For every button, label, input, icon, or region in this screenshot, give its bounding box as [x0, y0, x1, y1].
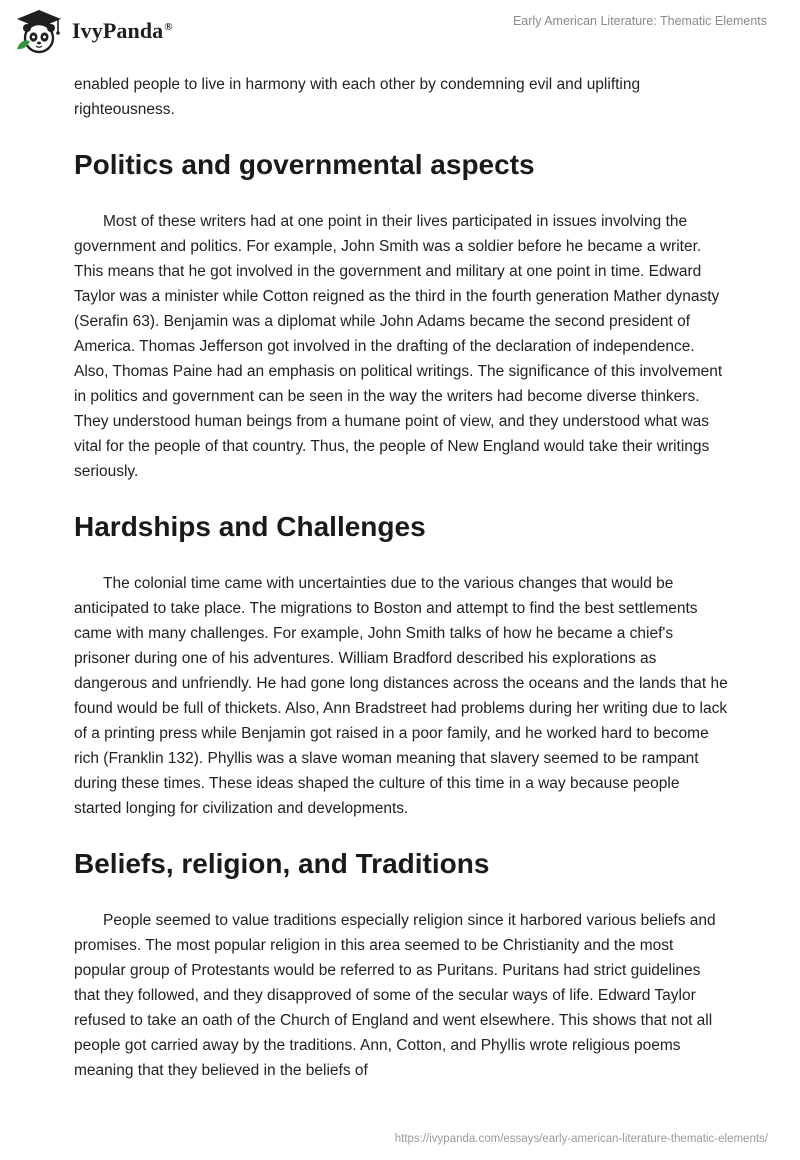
- spacer: [74, 182, 728, 209]
- section-heading-hardships: Hardships and Challenges: [74, 511, 426, 542]
- registered-mark: ®: [164, 20, 173, 33]
- spacer: [74, 881, 728, 908]
- document-title: Early American Literature: Thematic Elements: [512, 14, 767, 28]
- article-body: [74, 72, 728, 1083]
- ivypanda-logo[interactable]: [14, 8, 173, 54]
- page-header: [0, 0, 800, 60]
- section-paragraph-beliefs: People seemed to value traditions especially religion since it harbored various beliefs and promises. The most popular religion in this area seemed to be Christianity and the most popular group of Protestants would be referred to as Puritans. Puritans had strict guidelines that they followed, and they disapproved of some of the secular ways of life. Edward Taylor refused to take an oath of the Church of England and went elsewhere. This shows that not all people got carried away by the traditions. Ann, Cotton, and Phyllis wrote religious poems meaning that they believed in the beliefs of: [74, 912, 716, 1079]
- spacer: [74, 821, 728, 847]
- intro-paragraph: enabled people to live in harmony with each other by condemning evil and uplifting righteousness.: [74, 76, 641, 118]
- section-paragraph-politics: Most of these writers had at one point in their lives participated in issues involving the government and politics. For example, John Smith was a soldier before he became a writer. This means that he got involved in the government and military at one point in time. Edward Taylor was a minister while Cotton reigned as the third in the fourth generation Mather dynasty (Serafin 63). Benjamin was a diplomat while John Adams became the second president of America. Thomas Jefferson got involved in the drafting of the declaration of independence. Also, Thomas Paine had an emphasis on political writings. The significance of this involvement in politics and government can be seen in the way the writers had become diverse thinkers. They understood human beings from a humane point of view, and they understood what was vital for the people of that country. Thus, the people of New England would take their writings seriously.: [74, 213, 723, 480]
- logo-text: IvyPanda®: [72, 18, 173, 43]
- spacer: [74, 484, 728, 510]
- section-heading-politics: Politics and governmental aspects: [74, 149, 535, 180]
- spacer: [74, 122, 728, 148]
- panda-graduate-icon: [14, 8, 64, 54]
- source-url[interactable]: https://ivypanda.com/essays/early-american-literature-thematic-elements/: [394, 1133, 768, 1145]
- spacer: [74, 544, 728, 571]
- section-heading-beliefs: Beliefs, religion, and Traditions: [74, 848, 490, 879]
- section-paragraph-hardships: The colonial time came with uncertainties due to the various changes that would be anticipated to take place. The migrations to Boston and attempt to find the best settlements came with many challenges. For example, John Smith talks of how he became a chief's prisoner during one of his adventures. William Bradford described his explorations as dangerous and unfriendly. He had gone long distances across the oceans and the lands that he found would be full of thickets. Also, Ann Bradstreet had problems during her writing due to lack of a printing press while Benjamin got raised in a poor family, and he worked hard to become rich (Franklin 132). Phyllis was a slave woman meaning that slavery seemed to be rampant during these times. These ideas shaped the culture of this time in a way because people started longing for civilization and developments.: [74, 575, 728, 817]
